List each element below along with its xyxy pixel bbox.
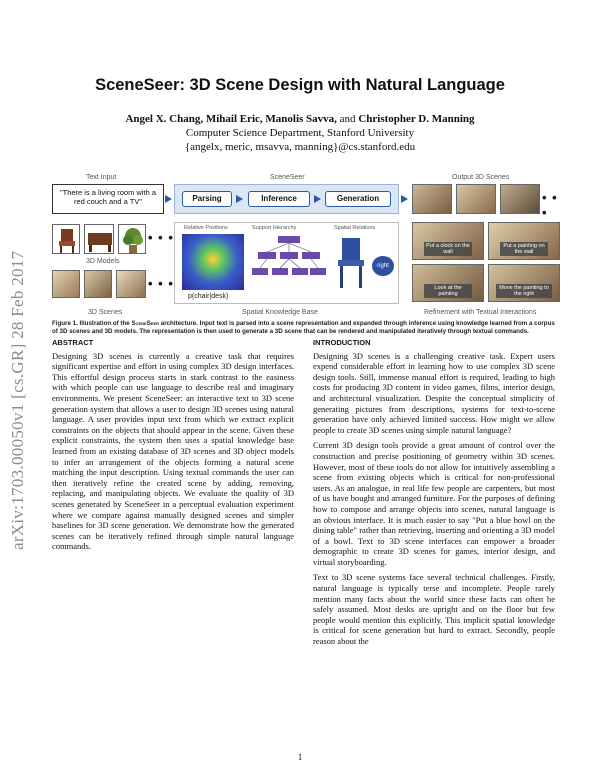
arrow-icon (236, 195, 243, 203)
desk-icon (85, 225, 115, 255)
introduction-heading: INTRODUCTION (313, 338, 371, 347)
scene-thumb (52, 270, 80, 298)
parsing-stage: Parsing (182, 191, 232, 207)
scene-thumb (116, 270, 146, 298)
abstract-text: Designing 3D scenes is currently a creative task that requires significant expertise and effort in using complex 3D design interfaces. This effortful design process starts in stark contrast to the easiness with which people can use language to describe real and imaginary environments. We present SceneSeer: an interactive text to 3D scene generation system that allows a user to design 3D scenes using natural language. A user provides input text from which we extract explicit constraints on the objects that should appear in the scene. Given these explicit constraints, the system then uses a spatial knowledge base learned from an existing database of 3D scenes and 3D object models to infer an arrangement of the objects forming a natural scene matching the input description. Using textual commands the user can then iteratively refine the created scene by adding, removing, replacing, and manipulating objects. We evaluate the quality of 3D scenes generated by SceneSeer in a perceptual evaluation experiment where we compare against manually designed scenes and simpler baselines for 3D scene generation. We demonstrate how the generated scenes can be iteratively refined through simple natural language commands. (52, 350, 294, 552)
right-relation-badge: right (372, 256, 394, 276)
scene-thumb (84, 270, 112, 298)
chair-icon (53, 225, 81, 255)
scenes-label: 3D Scenes (88, 309, 123, 316)
heatmap-image (182, 234, 244, 290)
author-names-bold: Angel X. Chang, Mihail Eric, Manolis Savva, (125, 113, 337, 125)
author-names (60, 112, 540, 126)
desk-model-thumb (84, 224, 114, 254)
refinement-label: Refinement with Textual Interactions (424, 309, 537, 316)
output-scene-thumb (500, 184, 540, 214)
refinement-caption: Move the painting to the right (496, 284, 552, 298)
authors-block (60, 112, 540, 154)
refinement-caption: Put a painting on the wall (500, 242, 548, 256)
relative-positions-label: Relative Positions (184, 225, 228, 231)
plant-icon (119, 225, 147, 255)
abstract-heading: ABSTRACT (52, 338, 94, 347)
generation-stage: Generation (325, 191, 391, 207)
caption-system-name: SceneSeer (131, 320, 160, 327)
text-input-label: Text Input (86, 174, 117, 181)
refinement-caption: Look at the painting (424, 284, 472, 298)
arrow-icon (314, 195, 321, 203)
author-last: Christopher D. Manning (358, 113, 475, 125)
figure-1 (52, 170, 562, 335)
inference-stage: Inference (248, 191, 310, 207)
caption-rest: architecture. Input text is parsed into a scene representation and expanded through inference using knowledge learned from a corpus of 3D scenes and 3D models. The representation is then used to generate a 3D scene that can be rendered and manipulated iteratively through textual commands. (52, 320, 555, 335)
support-hierarchy-label: Support Hierarchy (252, 225, 297, 231)
author-and: and (339, 113, 356, 125)
skb-label: Spatial Knowledge Base (242, 309, 318, 316)
affiliation: Computer Science Department, Stanford University (185, 127, 415, 139)
paper-title: SceneSeer: 3D Scene Design with Natural Language (95, 76, 505, 94)
intro-paragraph: Designing 3D scenes is a challenging creative task. Expert users expend considerable effort in learning how to use complex 3D scene design tools. Still, immense manual effort is required, leading to high costs for producing 3D content in video games, films, interior design, and architectural visualization. Despite the conceptual simplicity of generating pictures from descriptions, systems for text-to-scene generation have only achieved limited success. How might we allow people to create 3D scenes using simple natural language? (313, 350, 555, 435)
more-scenes-ellipsis: • • • (148, 276, 174, 291)
intro-paragraph: Text to 3D scene systems face several technical challenges. Firstly, natural language is typically terse and incomplete. People rarely mention many facts about the world since these facts can often be safely assumed. Most desks are upright and on the floor but few people would mention this explicitly. This implicit spatial knowledge is critical for scene generation but hard to extract. Secondly, people reason about the (313, 572, 555, 647)
support-hierarchy-diagram (250, 234, 328, 294)
more-models-ellipsis: • • • (148, 230, 174, 245)
chair-model-thumb (52, 224, 80, 254)
figure-caption (52, 320, 562, 336)
emails: {angelx, meric, msavva, manning}@cs.stanford.edu (184, 141, 416, 153)
right-column (313, 338, 555, 652)
arrow-icon (401, 195, 408, 203)
output-scene-thumb (456, 184, 496, 214)
caption-prefix: Figure 1. Illustration of the (52, 320, 130, 327)
intro-paragraph: Current 3D design tools provide a great amount of control over the construction and precise positioning of geometry within 3D scenes. However, most of these tools do not allow for intuitively assembling a scene from existing objects which is critical for non-professional users. As an analogue, in real life few people are carpenters, but most of us have bought and arranged furniture. For the purposes of defining how to compose and arrange objects into scenes, natural language is an obvious interface. It is much easier to say "Put a blue bowl on the dining table" rather than retrieving, inserting and orienting a 3D model of a bowl. Text to 3D scene interfaces can empower a broader demographic to create 3D scenes for games, interior design, and virtual storyboarding. (313, 440, 555, 567)
input-text-box: "There is a living room with a red couch and a TV" (52, 184, 164, 214)
arxiv-stamp: arXiv:1703.00050v1 [cs.GR] 28 Feb 2017 (8, 250, 27, 550)
arrow-icon (165, 195, 172, 203)
sceneseer-label: SceneSeer (270, 174, 305, 181)
pchair-label: p(chair|desk) (188, 293, 229, 300)
output-label: Output 3D Scenes (452, 174, 510, 181)
chair-icon (334, 236, 374, 292)
left-column (52, 338, 294, 557)
models-label: 3D Models (86, 258, 120, 265)
plant-model-thumb (118, 224, 146, 254)
more-outputs-ellipsis: • • • (542, 190, 558, 220)
page-number: 1 (297, 752, 303, 762)
spatial-relations-label: Spatial Relations (334, 225, 376, 231)
refinement-caption: Put a clock on the wall (424, 242, 472, 256)
output-scene-thumb (412, 184, 452, 214)
